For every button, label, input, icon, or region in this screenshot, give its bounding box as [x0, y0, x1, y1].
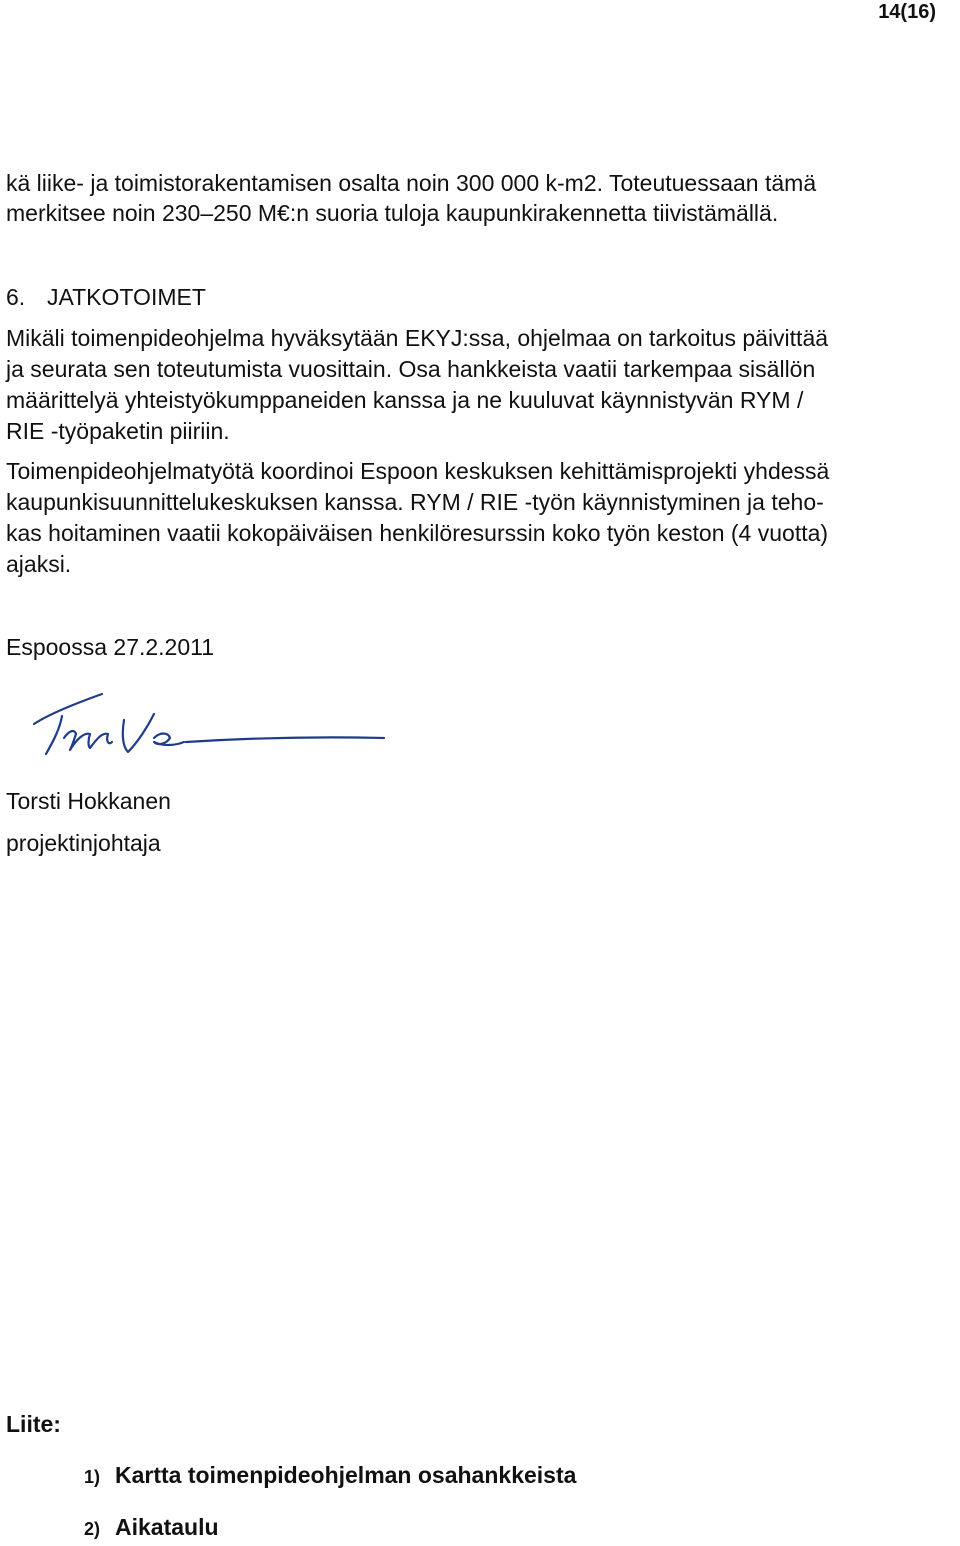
handwritten-signature — [4, 676, 404, 776]
signer-name: Torsti Hokkanen — [6, 788, 171, 814]
paragraph1-line-2: ja seurata sen toteutumista vuosittain. Osa hankkeista vaatii tarkempaa sisällön — [6, 356, 816, 382]
attachment-item — [84, 1462, 576, 1489]
page-number: 14(16) — [878, 1, 936, 23]
intro-line-2: merkitsee noin 230–250 M€:n suoria tuloja kaupunkirakennetta tiivistämällä. — [6, 200, 779, 226]
attachment-label: Aikataulu — [115, 1514, 219, 1540]
section-title: JATKOTOIMET — [47, 284, 206, 310]
intro-line-1: kä liike- ja toimistorakentamisen osalta noin 300 000 k-m2. Toteutuessaan tämä — [6, 170, 817, 196]
paragraph2-line-2: kaupunkisuunnittelukeskuksen kanssa. RYM / RIE -työn käynnistyminen ja teho- — [6, 489, 824, 515]
place-date: Espoossa 27.2.2011 — [6, 634, 215, 660]
signer-title: projektinjohtaja — [6, 830, 161, 856]
paragraph1-line-1: Mikäli toimenpideohjelma hyväksytään EKYJ:ssa, ohjelmaa on tarkoitus päivittää — [6, 325, 829, 351]
attachments-label: Liite: — [6, 1411, 61, 1437]
paragraph2-line-3: kas hoitaminen vaatii kokopäiväisen henkilöresurssin koko työn keston (4 vuotta) — [6, 520, 829, 546]
paragraph2-line-4: ajaksi. — [6, 551, 72, 577]
attachment-item — [84, 1514, 219, 1541]
attachment-label: Kartta toimenpideohjelman osahankkeista — [115, 1462, 577, 1488]
attachment-number: 1) — [84, 1467, 101, 1487]
paragraph1-line-3: määrittelyä yhteistyökumppaneiden kanssa ja ne kuuluvat käynnistyvän RYM / — [6, 387, 804, 413]
paragraph1-line-4: RIE -työpaketin piiriin. — [6, 418, 230, 444]
section-heading — [6, 282, 206, 312]
attachment-number: 2) — [84, 1519, 101, 1539]
paragraph2-line-1: Toimenpideohjelmatyötä koordinoi Espoon keskuksen kehittämisprojekti yhdessä — [6, 458, 830, 484]
section-number: 6. — [6, 284, 26, 310]
